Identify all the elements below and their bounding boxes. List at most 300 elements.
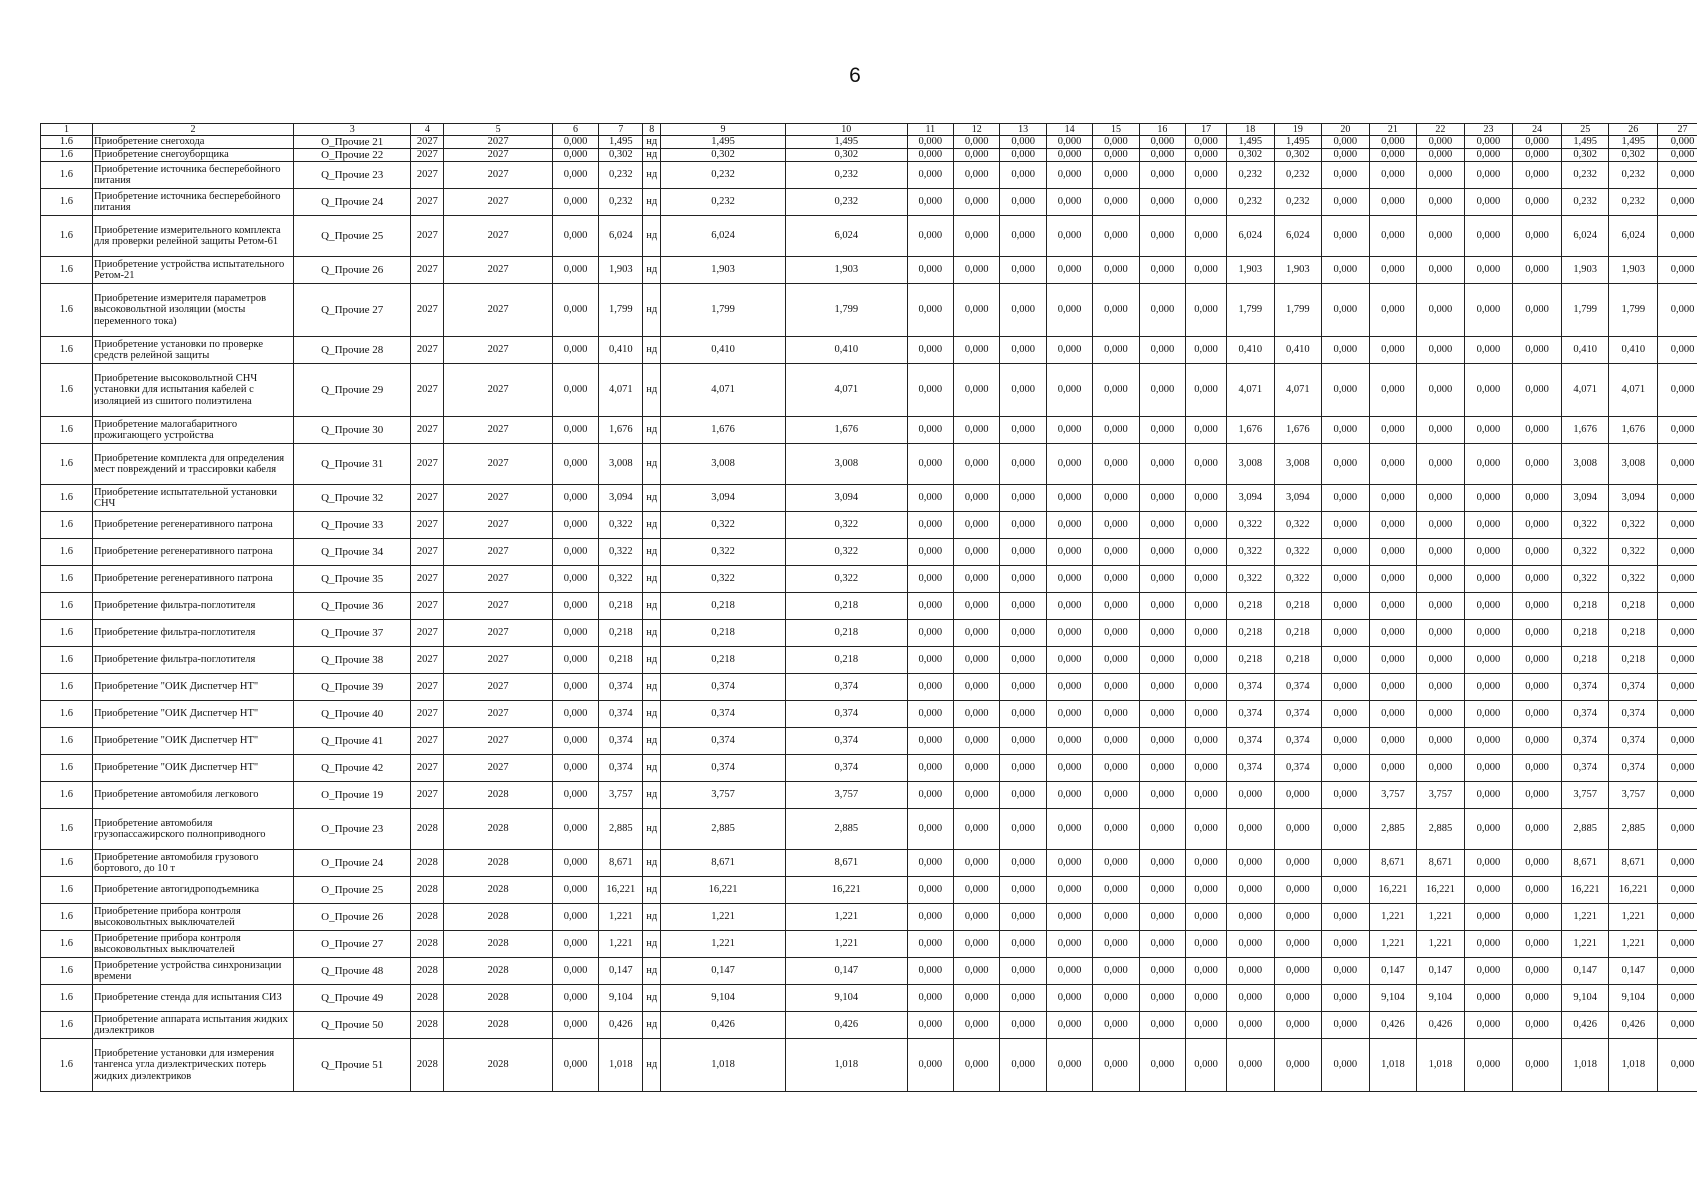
value-cell: нд [643, 755, 661, 782]
value-cell: 0,000 [954, 958, 1000, 985]
value-cell: 0,000 [1464, 904, 1513, 931]
item-name-cell: Приобретение "ОИК Диспетчер НТ" [92, 674, 293, 701]
value-cell: 3,008 [1609, 444, 1658, 485]
value-cell: нд [643, 701, 661, 728]
value-cell: 0,000 [1139, 782, 1185, 809]
value-cell: 1,221 [786, 931, 908, 958]
value-cell: 0,000 [552, 1039, 598, 1092]
value-cell: 0,000 [1513, 136, 1562, 149]
value-cell: 2,885 [599, 809, 643, 850]
value-cell: 0,000 [552, 593, 598, 620]
value-cell: 3,757 [661, 782, 786, 809]
value-cell: 0,000 [1658, 850, 1697, 877]
value-cell: 0,000 [907, 512, 953, 539]
value-cell: 2027 [411, 566, 444, 593]
value-cell: 2028 [444, 850, 552, 877]
value-cell: нд [643, 782, 661, 809]
value-cell: 0,000 [1464, 647, 1513, 674]
table-row [41, 257, 1697, 284]
value-cell: 6,024 [786, 216, 908, 257]
item-number-cell: 1.6 [41, 512, 93, 539]
value-cell: 0,000 [1093, 566, 1139, 593]
value-cell: 2027 [411, 647, 444, 674]
value-cell: 0,000 [1093, 257, 1139, 284]
header-cell: 10 [786, 124, 908, 136]
value-cell: 1,676 [661, 417, 786, 444]
value-cell: 16,221 [661, 877, 786, 904]
value-cell: 0,374 [1561, 728, 1609, 755]
value-cell: 0,232 [1227, 189, 1275, 216]
value-cell: 0,374 [1227, 755, 1275, 782]
table-row [41, 149, 1697, 162]
value-cell: 0,000 [1322, 593, 1370, 620]
value-cell: 1,495 [599, 136, 643, 149]
value-cell: 6,024 [1609, 216, 1658, 257]
value-cell: 0,000 [1227, 985, 1275, 1012]
value-cell: 0,000 [1658, 136, 1697, 149]
value-cell: 2,885 [1417, 809, 1465, 850]
value-cell: 0,232 [1609, 162, 1658, 189]
value-cell: 0,000 [1369, 162, 1417, 189]
value-cell: 3,094 [1274, 485, 1322, 512]
value-cell: 2028 [411, 904, 444, 931]
value-cell: 0,000 [1186, 620, 1227, 647]
value-cell: 0,000 [1322, 809, 1370, 850]
value-cell: 1,221 [599, 904, 643, 931]
value-cell: 0,147 [1609, 958, 1658, 985]
value-cell: 0,000 [1046, 755, 1092, 782]
value-cell: 0,000 [954, 189, 1000, 216]
value-cell: 0,000 [1658, 417, 1697, 444]
value-cell: 0,218 [1561, 647, 1609, 674]
item-name-cell: Приобретение регенеративного патрона [92, 539, 293, 566]
value-cell: 0,000 [552, 189, 598, 216]
value-cell: 0,147 [599, 958, 643, 985]
value-cell: 0,322 [661, 512, 786, 539]
value-cell: 2028 [444, 958, 552, 985]
item-name-cell: Приобретение источника бесперебойного питания [92, 162, 293, 189]
value-cell: 0,000 [1322, 958, 1370, 985]
value-cell: 0,000 [1658, 904, 1697, 931]
value-cell: 0,000 [1513, 850, 1562, 877]
value-cell: 0,000 [1369, 674, 1417, 701]
value-cell: 0,426 [1561, 1012, 1609, 1039]
value-cell: 1,221 [1561, 904, 1609, 931]
value-cell: 1,495 [1274, 136, 1322, 149]
value-cell: 1,903 [1274, 257, 1322, 284]
value-cell: 0,000 [907, 985, 953, 1012]
value-cell: 0,374 [1609, 674, 1658, 701]
value-cell: 0,000 [1369, 566, 1417, 593]
value-cell: 0,000 [1369, 417, 1417, 444]
value-cell: 0,000 [1658, 647, 1697, 674]
value-cell: 0,374 [1227, 674, 1275, 701]
value-cell: 0,000 [1464, 284, 1513, 337]
value-cell: 8,671 [1561, 850, 1609, 877]
value-cell: 0,322 [1561, 512, 1609, 539]
value-cell: 0,000 [1046, 417, 1092, 444]
value-cell: 0,000 [954, 728, 1000, 755]
value-cell: нд [643, 485, 661, 512]
value-cell: 0,322 [786, 566, 908, 593]
value-cell: 0,000 [1658, 162, 1697, 189]
value-cell: 0,000 [1093, 931, 1139, 958]
value-cell: 0,000 [1417, 512, 1465, 539]
value-cell: 0,000 [1417, 593, 1465, 620]
value-cell: 16,221 [1417, 877, 1465, 904]
value-cell: 0,426 [1609, 1012, 1658, 1039]
value-cell: 0,000 [1093, 1012, 1139, 1039]
value-cell: нд [643, 985, 661, 1012]
value-cell: 3,094 [661, 485, 786, 512]
value-cell: 0,000 [1139, 337, 1185, 364]
value-cell: 0,232 [599, 189, 643, 216]
value-cell: 0,000 [552, 904, 598, 931]
value-cell: нд [643, 877, 661, 904]
item-name-cell: Приобретение измерительного комплекта для проверки релейной защиты Ретом-61 [92, 216, 293, 257]
value-cell: 2027 [411, 189, 444, 216]
value-cell: 0,000 [1513, 620, 1562, 647]
item-name-cell: Приобретение автомобиля легкового [92, 782, 293, 809]
value-cell: 0,410 [661, 337, 786, 364]
value-cell: 2027 [444, 257, 552, 284]
value-cell: 0,000 [1093, 782, 1139, 809]
value-cell: 2027 [411, 149, 444, 162]
value-cell: 0,000 [1000, 877, 1046, 904]
value-cell: 0,000 [1513, 1012, 1562, 1039]
value-cell: 0,000 [954, 162, 1000, 189]
value-cell: 0,000 [1000, 904, 1046, 931]
header-cell: 24 [1513, 124, 1562, 136]
value-cell: 0,374 [1561, 701, 1609, 728]
value-cell: 0,000 [1046, 593, 1092, 620]
value-cell: 0,000 [954, 985, 1000, 1012]
page-number: 6 [849, 64, 861, 87]
value-cell: 0,000 [1658, 189, 1697, 216]
value-cell: 0,000 [1464, 216, 1513, 257]
value-cell: 0,000 [1513, 189, 1562, 216]
value-cell: нд [643, 647, 661, 674]
value-cell: 0,000 [907, 216, 953, 257]
value-cell: 0,000 [1046, 337, 1092, 364]
value-cell: 0,000 [1186, 1039, 1227, 1092]
value-cell: 0,218 [661, 647, 786, 674]
value-cell: 0,000 [907, 189, 953, 216]
value-cell: 0,000 [1186, 647, 1227, 674]
value-cell: 0,000 [1139, 985, 1185, 1012]
header-cell: 11 [907, 124, 953, 136]
item-code-cell: О_Прочие 22 [294, 149, 411, 162]
value-cell: 2,885 [1609, 809, 1658, 850]
value-cell: 6,024 [1227, 216, 1275, 257]
item-code-cell: Q_Прочие 40 [294, 701, 411, 728]
value-cell: 9,104 [1609, 985, 1658, 1012]
header-cell: 19 [1274, 124, 1322, 136]
value-cell: 0,374 [786, 755, 908, 782]
value-cell: 0,322 [786, 512, 908, 539]
value-cell: нд [643, 284, 661, 337]
value-cell: 0,000 [907, 417, 953, 444]
value-cell: 0,302 [1227, 149, 1275, 162]
value-cell: нд [643, 958, 661, 985]
value-cell: 0,000 [1227, 877, 1275, 904]
item-name-cell: Приобретение фильтра-поглотителя [92, 647, 293, 674]
value-cell: 2027 [411, 701, 444, 728]
value-cell: 0,000 [1464, 728, 1513, 755]
value-cell: 0,218 [1609, 620, 1658, 647]
value-cell: 0,218 [1227, 593, 1275, 620]
value-cell: 0,000 [1000, 216, 1046, 257]
item-number-cell: 1.6 [41, 337, 93, 364]
value-cell: 1,676 [1561, 417, 1609, 444]
value-cell: 0,000 [1093, 985, 1139, 1012]
item-number-cell: 1.6 [41, 850, 93, 877]
value-cell: 0,000 [1274, 809, 1322, 850]
header-cell: 17 [1186, 124, 1227, 136]
value-cell: 1,018 [1609, 1039, 1658, 1092]
value-cell: 8,671 [1369, 850, 1417, 877]
header-row [41, 124, 1697, 136]
value-cell: 0,000 [1513, 904, 1562, 931]
value-cell: 2027 [444, 647, 552, 674]
value-cell: 2027 [444, 512, 552, 539]
value-cell: 0,000 [907, 485, 953, 512]
value-cell: 0,000 [1000, 728, 1046, 755]
value-cell: 0,000 [907, 1012, 953, 1039]
item-name-cell: Приобретение снегохода [92, 136, 293, 149]
value-cell: 0,000 [1417, 755, 1465, 782]
value-cell: 0,000 [1464, 149, 1513, 162]
value-cell: 2027 [444, 566, 552, 593]
value-cell: 0,000 [552, 877, 598, 904]
value-cell: 0,000 [1274, 958, 1322, 985]
item-code-cell: Q_Прочие 30 [294, 417, 411, 444]
table-row [41, 216, 1697, 257]
value-cell: 0,000 [954, 539, 1000, 566]
header-cell: 6 [552, 124, 598, 136]
value-cell: 0,374 [786, 701, 908, 728]
value-cell: 3,757 [1609, 782, 1658, 809]
header-cell: 27 [1658, 124, 1697, 136]
value-cell: 0,000 [1046, 850, 1092, 877]
item-name-cell: Приобретение "ОИК Диспетчер НТ" [92, 755, 293, 782]
value-cell: 3,757 [1369, 782, 1417, 809]
value-cell: 0,000 [1227, 958, 1275, 985]
value-cell: 0,000 [1139, 189, 1185, 216]
value-cell: 2028 [411, 985, 444, 1012]
item-code-cell: Q_Прочие 29 [294, 364, 411, 417]
value-cell: 2027 [411, 444, 444, 485]
value-cell: 0,000 [1093, 284, 1139, 337]
value-cell: 0,322 [1609, 539, 1658, 566]
value-cell: 0,000 [1513, 931, 1562, 958]
table-row [41, 337, 1697, 364]
value-cell: 0,000 [907, 1039, 953, 1092]
value-cell: 0,000 [1417, 216, 1465, 257]
value-cell: 0,000 [1322, 136, 1370, 149]
value-cell: 0,218 [1227, 647, 1275, 674]
value-cell: 0,000 [1000, 149, 1046, 162]
value-cell: 0,000 [1464, 162, 1513, 189]
value-cell: 0,000 [1322, 1012, 1370, 1039]
value-cell: 0,000 [1274, 850, 1322, 877]
value-cell: 0,232 [1274, 162, 1322, 189]
value-cell: 0,374 [1274, 728, 1322, 755]
value-cell: 0,000 [954, 1039, 1000, 1092]
header-cell: 20 [1322, 124, 1370, 136]
value-cell: 0,000 [907, 337, 953, 364]
value-cell: 0,000 [1658, 539, 1697, 566]
value-cell: 0,000 [1186, 877, 1227, 904]
value-cell: 3,008 [599, 444, 643, 485]
value-cell: 0,218 [1561, 593, 1609, 620]
table-row [41, 284, 1697, 337]
value-cell: 0,000 [1093, 444, 1139, 485]
value-cell: 0,000 [907, 877, 953, 904]
value-cell: 2027 [411, 257, 444, 284]
value-cell: 0,000 [1369, 149, 1417, 162]
value-cell: 0,218 [599, 593, 643, 620]
item-code-cell: Q_Прочие 39 [294, 674, 411, 701]
value-cell: 0,000 [1322, 620, 1370, 647]
value-cell: 0,000 [1139, 512, 1185, 539]
value-cell: 0,410 [1227, 337, 1275, 364]
value-cell: 4,071 [661, 364, 786, 417]
value-cell: 6,024 [599, 216, 643, 257]
value-cell: 0,218 [1561, 620, 1609, 647]
value-cell: 0,000 [1046, 189, 1092, 216]
value-cell: 2027 [444, 593, 552, 620]
value-cell: 0,000 [1464, 417, 1513, 444]
item-code-cell: Q_Прочие 48 [294, 958, 411, 985]
item-number-cell: 1.6 [41, 647, 93, 674]
value-cell: 0,218 [786, 593, 908, 620]
value-cell: 0,000 [552, 850, 598, 877]
value-cell: 0,000 [907, 701, 953, 728]
value-cell: 0,000 [1186, 162, 1227, 189]
value-cell: 0,000 [1186, 257, 1227, 284]
value-cell: 0,000 [1227, 904, 1275, 931]
value-cell: 0,302 [661, 149, 786, 162]
value-cell: 0,000 [954, 566, 1000, 593]
value-cell: 0,374 [1609, 728, 1658, 755]
value-cell: 0,000 [1513, 417, 1562, 444]
value-cell: 0,000 [1186, 809, 1227, 850]
value-cell: 0,000 [907, 809, 953, 850]
value-cell: 0,218 [1609, 647, 1658, 674]
item-code-cell: О_Прочие 25 [294, 877, 411, 904]
value-cell: 0,000 [1464, 809, 1513, 850]
value-cell: 0,000 [1658, 877, 1697, 904]
value-cell: 0,000 [1093, 647, 1139, 674]
value-cell: 0,000 [1369, 512, 1417, 539]
value-cell: 0,000 [552, 1012, 598, 1039]
value-cell: 0,000 [1139, 620, 1185, 647]
value-cell: 0,000 [954, 136, 1000, 149]
value-cell: 0,000 [552, 485, 598, 512]
table-row [41, 1039, 1697, 1092]
value-cell: 2027 [411, 782, 444, 809]
value-cell: 0,000 [552, 337, 598, 364]
value-cell: 0,322 [1274, 512, 1322, 539]
item-name-cell: Приобретение "ОИК Диспетчер НТ" [92, 728, 293, 755]
value-cell: 1,799 [1274, 284, 1322, 337]
value-cell: нд [643, 189, 661, 216]
value-cell: 0,000 [1093, 809, 1139, 850]
value-cell: 2028 [411, 809, 444, 850]
value-cell: 0,374 [786, 728, 908, 755]
value-cell: 2027 [444, 189, 552, 216]
value-cell: 0,000 [1000, 284, 1046, 337]
header-cell: 1 [41, 124, 93, 136]
value-cell: 0,000 [1139, 931, 1185, 958]
value-cell: 0,000 [1658, 593, 1697, 620]
value-cell: 0,000 [954, 257, 1000, 284]
value-cell: 0,000 [1464, 701, 1513, 728]
value-cell: 0,000 [1464, 136, 1513, 149]
item-name-cell: Приобретение регенеративного патрона [92, 566, 293, 593]
investment-table [40, 123, 1697, 1092]
value-cell: 0,000 [1000, 1012, 1046, 1039]
value-cell: 2027 [444, 337, 552, 364]
value-cell: 0,322 [1227, 512, 1275, 539]
value-cell: 0,000 [1322, 149, 1370, 162]
value-cell: нд [643, 539, 661, 566]
value-cell: 2028 [444, 931, 552, 958]
value-cell: 0,000 [1513, 985, 1562, 1012]
value-cell: 0,000 [552, 931, 598, 958]
value-cell: 2027 [444, 417, 552, 444]
value-cell: 0,000 [1046, 958, 1092, 985]
value-cell: 1,018 [1417, 1039, 1465, 1092]
value-cell: 0,147 [661, 958, 786, 985]
value-cell: 0,410 [599, 337, 643, 364]
value-cell: 0,000 [954, 485, 1000, 512]
value-cell: 0,000 [1322, 850, 1370, 877]
table-row [41, 850, 1697, 877]
value-cell: 0,000 [1093, 337, 1139, 364]
value-cell: 0,000 [1369, 337, 1417, 364]
value-cell: 0,000 [1513, 566, 1562, 593]
value-cell: 2027 [411, 728, 444, 755]
value-cell: 0,000 [552, 417, 598, 444]
item-code-cell: О_Прочие 27 [294, 931, 411, 958]
value-cell: 1,903 [599, 257, 643, 284]
value-cell: 2028 [444, 877, 552, 904]
value-cell: 0,000 [1658, 444, 1697, 485]
value-cell: 0,000 [1322, 364, 1370, 417]
value-cell: 0,000 [1186, 701, 1227, 728]
header-cell: 21 [1369, 124, 1417, 136]
item-code-cell: Q_Прочие 25 [294, 216, 411, 257]
value-cell: 0,000 [552, 364, 598, 417]
item-code-cell: Q_Прочие 23 [294, 162, 411, 189]
value-cell: 0,000 [1186, 136, 1227, 149]
value-cell: 1,018 [599, 1039, 643, 1092]
value-cell: 4,071 [1227, 364, 1275, 417]
value-cell: 0,000 [552, 566, 598, 593]
value-cell: 3,094 [1227, 485, 1275, 512]
value-cell: 2027 [444, 755, 552, 782]
value-cell: 0,302 [1561, 149, 1609, 162]
value-cell: 1,221 [1417, 904, 1465, 931]
value-cell: 0,000 [1093, 189, 1139, 216]
value-cell: 1,903 [1561, 257, 1609, 284]
value-cell: 0,000 [1046, 257, 1092, 284]
value-cell: 1,495 [1609, 136, 1658, 149]
header-cell: 16 [1139, 124, 1185, 136]
value-cell: нд [643, 1012, 661, 1039]
